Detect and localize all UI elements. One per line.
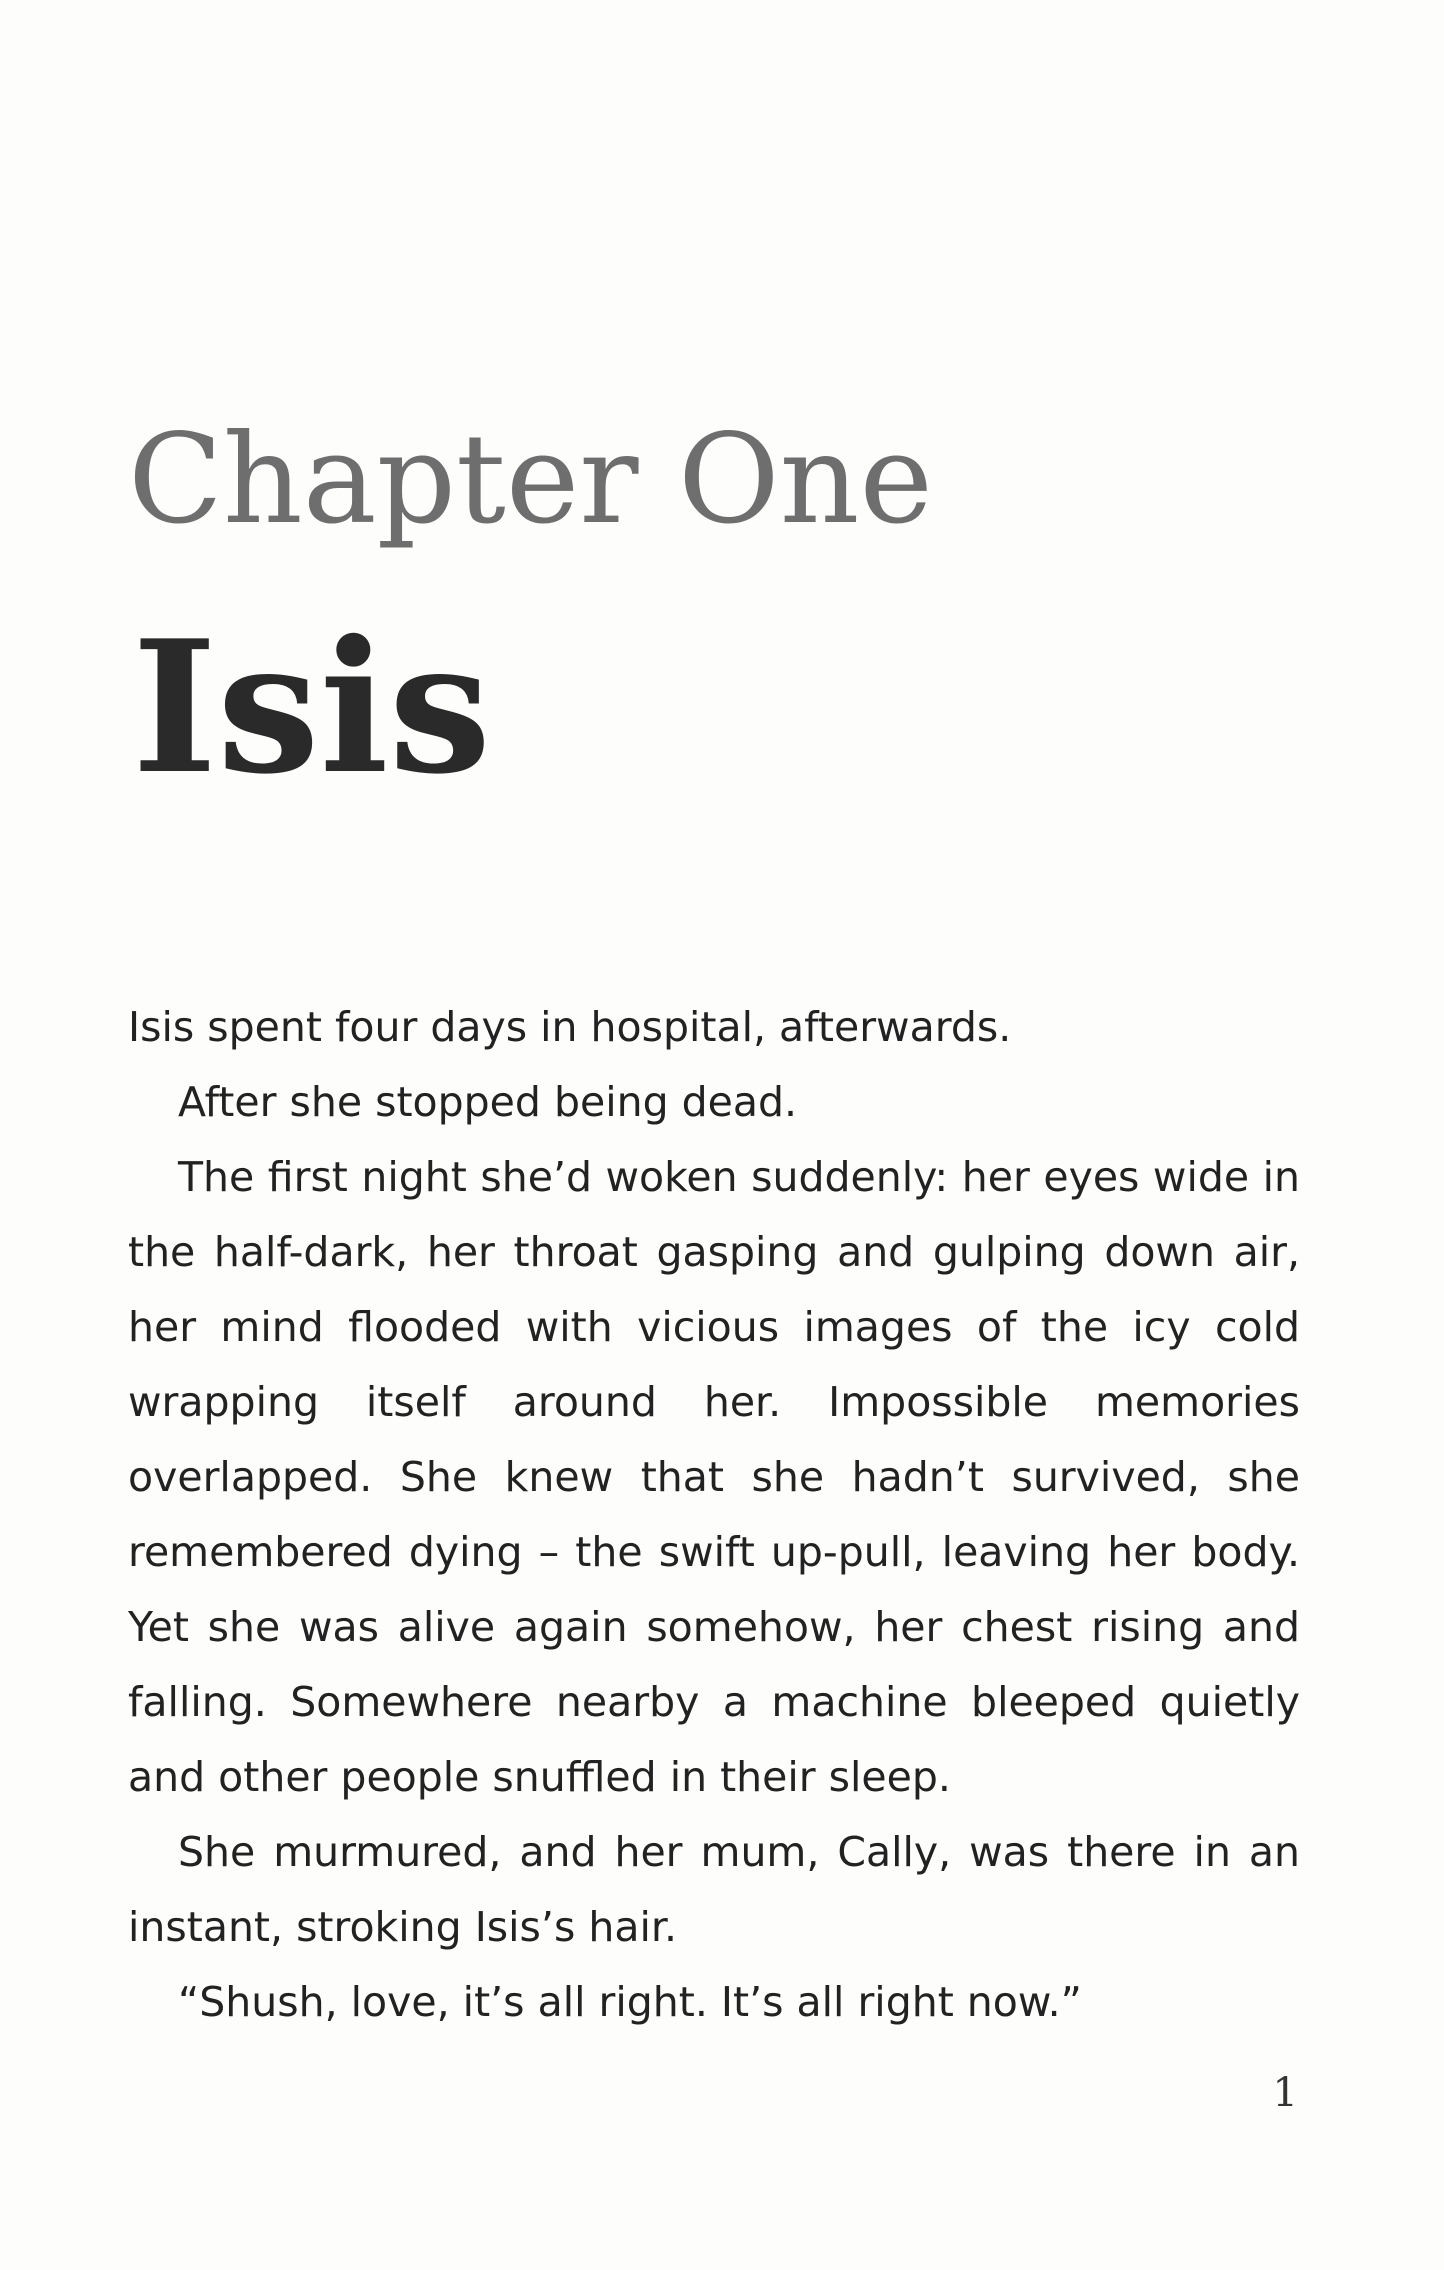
chapter-title: Isis [132,600,492,814]
paragraph: After she stopped being dead. [178,1078,798,1126]
page-number: 1 [1272,2070,1298,2116]
chapter-body [128,990,1300,2040]
paragraph: She murmured, and her mum, Cally, was there in an instant, stroking Isis’s hair. [128,1828,1300,1951]
paragraph: “Shush, love, it’s all right. It’s all right now.” [178,1978,1082,2026]
chapter-label: Chapter One [128,408,933,552]
paragraph: The first night she’d woken suddenly: her eyes wide in the half-dark, her throat gasping and gulping down air, her mind flooded with vicious images of the icy cold wrapping itself around her. Impossible memories overlapped. She knew that she hadn’t survived, she remembered dying – the swift up-pull, leaving her body. Yet she was alive again somehow, her chest rising and falling. Somewhere nearby a machine bleeped quietly and other people snuffled in their sleep. [128,1153,1300,1801]
paragraph: Isis spent four days in hospital, afterwards. [128,1003,1012,1051]
